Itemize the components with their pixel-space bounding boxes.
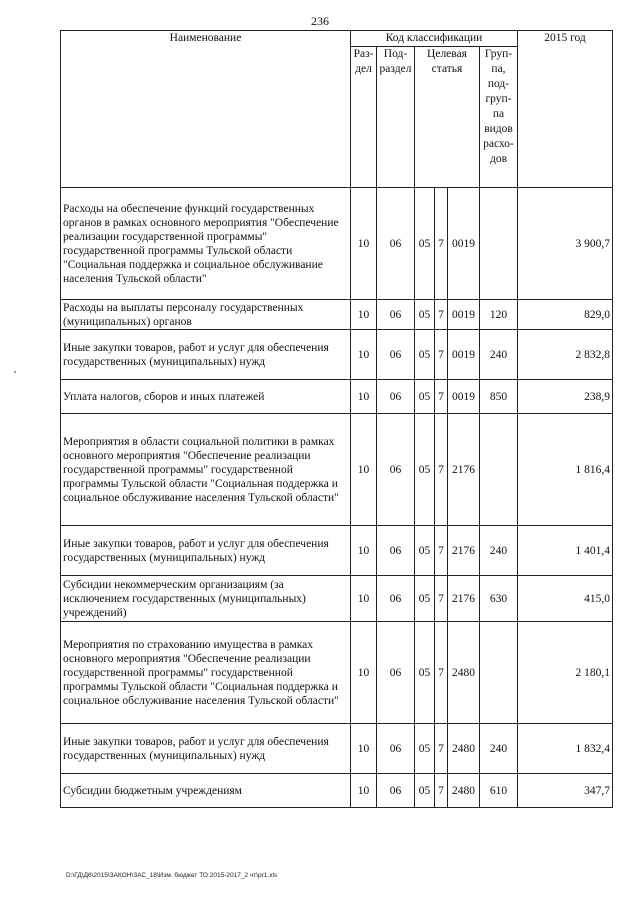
row-razdel: 10: [351, 300, 377, 330]
row-name: Субсидии некоммерческим организациям (за исключением государственных (муниципальных) учреждений): [61, 576, 351, 622]
row-target-part2: 7: [435, 330, 448, 380]
row-razdel: 10: [351, 724, 377, 774]
file-path-footer: D:\ГД\Д6\2015\ЗАКОН\ЗАС_18\Изм. бюджет ТО 2015-2017_2 чт\pr1.xls: [66, 872, 278, 879]
row-amount: 1 816,4: [518, 414, 613, 526]
row-target-part1: 05: [415, 380, 435, 414]
row-podrazdel: 06: [377, 774, 415, 808]
row-expense-type: [480, 622, 518, 724]
header-expense-group: Груп- па, под- груп- па видов расхо- дов: [480, 47, 518, 188]
row-expense-type: 240: [480, 526, 518, 576]
row-name: Иные закупки товаров, работ и услуг для обеспечения государственных (муниципальных) нужд: [61, 724, 351, 774]
table-row: [61, 724, 613, 774]
row-target-part2: 7: [435, 622, 448, 724]
row-razdel: 10: [351, 188, 377, 300]
row-razdel: 10: [351, 774, 377, 808]
row-expense-type: 120: [480, 300, 518, 330]
row-podrazdel: 06: [377, 300, 415, 330]
row-expense-type: [480, 188, 518, 300]
stray-mark: [14, 371, 16, 373]
row-target-part3: 2480: [448, 774, 480, 808]
row-name: Расходы на обеспечение функций государственных органов в рамках основного мероприятия "Обеспечение реализации государственной программы" государственной программы Тульской области "Социальная поддержка и социальное обслуживание населения Тульской области": [61, 188, 351, 300]
table-row: [61, 188, 613, 300]
row-amount: 1 832,4: [518, 724, 613, 774]
row-amount: 2 832,8: [518, 330, 613, 380]
header-razdel: Раз- дел: [351, 47, 377, 188]
row-expense-type: 850: [480, 380, 518, 414]
row-name: Мероприятия по страхованию имущества в рамках основного мероприятия "Обеспечение реализации государственной программы" государственной программы Тульской области "Социальная поддержка и социальное обслуживание населения Тульской области": [61, 622, 351, 724]
row-amount: 415,0: [518, 576, 613, 622]
row-target-part1: 05: [415, 188, 435, 300]
row-amount: 829,0: [518, 300, 613, 330]
row-podrazdel: 06: [377, 330, 415, 380]
row-target-part1: 05: [415, 330, 435, 380]
row-target-part1: 05: [415, 622, 435, 724]
row-target-part3: 2176: [448, 414, 480, 526]
header-year: 2015 год: [518, 31, 613, 188]
row-expense-type: 240: [480, 330, 518, 380]
row-target-part2: 7: [435, 188, 448, 300]
row-target-part2: 7: [435, 576, 448, 622]
row-amount: 3 900,7: [518, 188, 613, 300]
row-razdel: 10: [351, 414, 377, 526]
row-podrazdel: 06: [377, 188, 415, 300]
row-target-part3: 0019: [448, 330, 480, 380]
row-razdel: 10: [351, 330, 377, 380]
row-target-part2: 7: [435, 300, 448, 330]
row-expense-type: 610: [480, 774, 518, 808]
header-target-article: Целевая статья: [415, 47, 480, 188]
page-number: 236: [311, 14, 329, 28]
header-classification: Код классификации: [351, 31, 518, 47]
row-podrazdel: 06: [377, 724, 415, 774]
row-target-part1: 05: [415, 724, 435, 774]
row-target-part3: 2176: [448, 526, 480, 576]
row-podrazdel: 06: [377, 414, 415, 526]
row-target-part2: 7: [435, 526, 448, 576]
row-name: Расходы на выплаты персоналу государственных (муниципальных) органов: [61, 300, 351, 330]
row-amount: 1 401,4: [518, 526, 613, 576]
row-razdel: 10: [351, 380, 377, 414]
table-row: [61, 414, 613, 526]
row-podrazdel: 06: [377, 576, 415, 622]
row-target-part3: 2480: [448, 622, 480, 724]
header-name: Наименование: [61, 31, 351, 188]
table-row: [61, 622, 613, 724]
row-amount: 2 180,1: [518, 622, 613, 724]
row-target-part2: 7: [435, 774, 448, 808]
table-row: [61, 576, 613, 622]
row-target-part1: 05: [415, 300, 435, 330]
row-target-part3: 2480: [448, 724, 480, 774]
row-target-part1: 05: [415, 774, 435, 808]
table-row: [61, 526, 613, 576]
row-target-part2: 7: [435, 724, 448, 774]
table-row: [61, 774, 613, 808]
row-target-part3: 2176: [448, 576, 480, 622]
row-target-part3: 0019: [448, 380, 480, 414]
row-name: Иные закупки товаров, работ и услуг для обеспечения государственных (муниципальных) нужд: [61, 330, 351, 380]
row-amount: 238,9: [518, 380, 613, 414]
header-podrazdel: Под- раздел: [377, 47, 415, 188]
row-target-part1: 05: [415, 414, 435, 526]
table-row: [61, 380, 613, 414]
row-expense-type: [480, 414, 518, 526]
row-name: Иные закупки товаров, работ и услуг для обеспечения государственных (муниципальных) нужд: [61, 526, 351, 576]
row-podrazdel: 06: [377, 380, 415, 414]
row-target-part2: 7: [435, 380, 448, 414]
row-target-part3: 0019: [448, 188, 480, 300]
row-podrazdel: 06: [377, 622, 415, 724]
table-row: [61, 330, 613, 380]
table-body: [61, 188, 613, 808]
row-target-part1: 05: [415, 576, 435, 622]
row-name: Мероприятия в области социальной политики в рамках основного мероприятия "Обеспечение реализации государственной программы" государственной программы Тульской области "Социальная поддержка и социальное обслуживание населения Тульской области": [61, 414, 351, 526]
row-razdel: 10: [351, 576, 377, 622]
budget-table: [60, 30, 613, 808]
row-target-part2: 7: [435, 414, 448, 526]
row-name: Уплата налогов, сборов и иных платежей: [61, 380, 351, 414]
row-target-part3: 0019: [448, 300, 480, 330]
row-expense-type: 240: [480, 724, 518, 774]
row-podrazdel: 06: [377, 526, 415, 576]
row-name: Субсидии бюджетным учреждениям: [61, 774, 351, 808]
row-amount: 347,7: [518, 774, 613, 808]
row-target-part1: 05: [415, 526, 435, 576]
row-razdel: 10: [351, 526, 377, 576]
table-header: [61, 31, 613, 188]
row-razdel: 10: [351, 622, 377, 724]
row-expense-type: 630: [480, 576, 518, 622]
table-row: [61, 300, 613, 330]
